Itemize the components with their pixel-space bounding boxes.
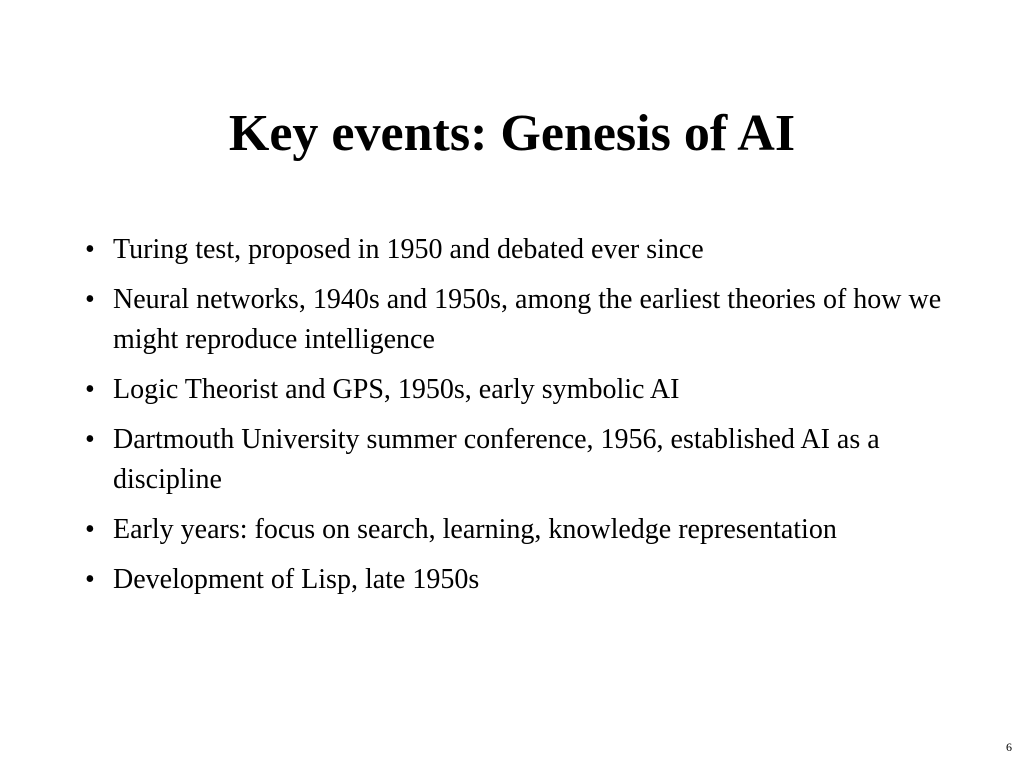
bullet-item: [85, 370, 945, 410]
bullet-item: [85, 560, 945, 600]
bullet-marker: •: [85, 284, 95, 315]
bullet-text: Development of Lisp, late 1950s: [113, 564, 480, 595]
bullet-marker: •: [85, 564, 95, 595]
bullet-marker: •: [85, 424, 95, 455]
bullet-text: Logic Theorist and GPS, 1950s, early symbolic AI: [113, 374, 680, 405]
bullet-marker: •: [85, 234, 95, 265]
bullet-item: [85, 280, 945, 360]
bullet-item: [85, 420, 945, 500]
slide-title: Key events: Genesis of AI: [228, 105, 796, 162]
bullet-item: [85, 230, 945, 270]
bullet-text: Turing test, proposed in 1950 and debated ever since: [113, 234, 704, 265]
bullet-list: [85, 230, 945, 610]
bullet-text: Early years: focus on search, learning, knowledge representation: [113, 514, 837, 545]
bullet-text: Dartmouth University summer conference, 1956, established AI as a discipline: [113, 424, 880, 495]
bullet-item: [85, 510, 945, 550]
bullet-text: Neural networks, 1940s and 1950s, among the earliest theories of how we might reproduce intelligence: [113, 284, 942, 355]
bullet-marker: •: [85, 514, 95, 545]
page-number: 6: [1006, 740, 1012, 754]
bullet-marker: •: [85, 374, 95, 405]
